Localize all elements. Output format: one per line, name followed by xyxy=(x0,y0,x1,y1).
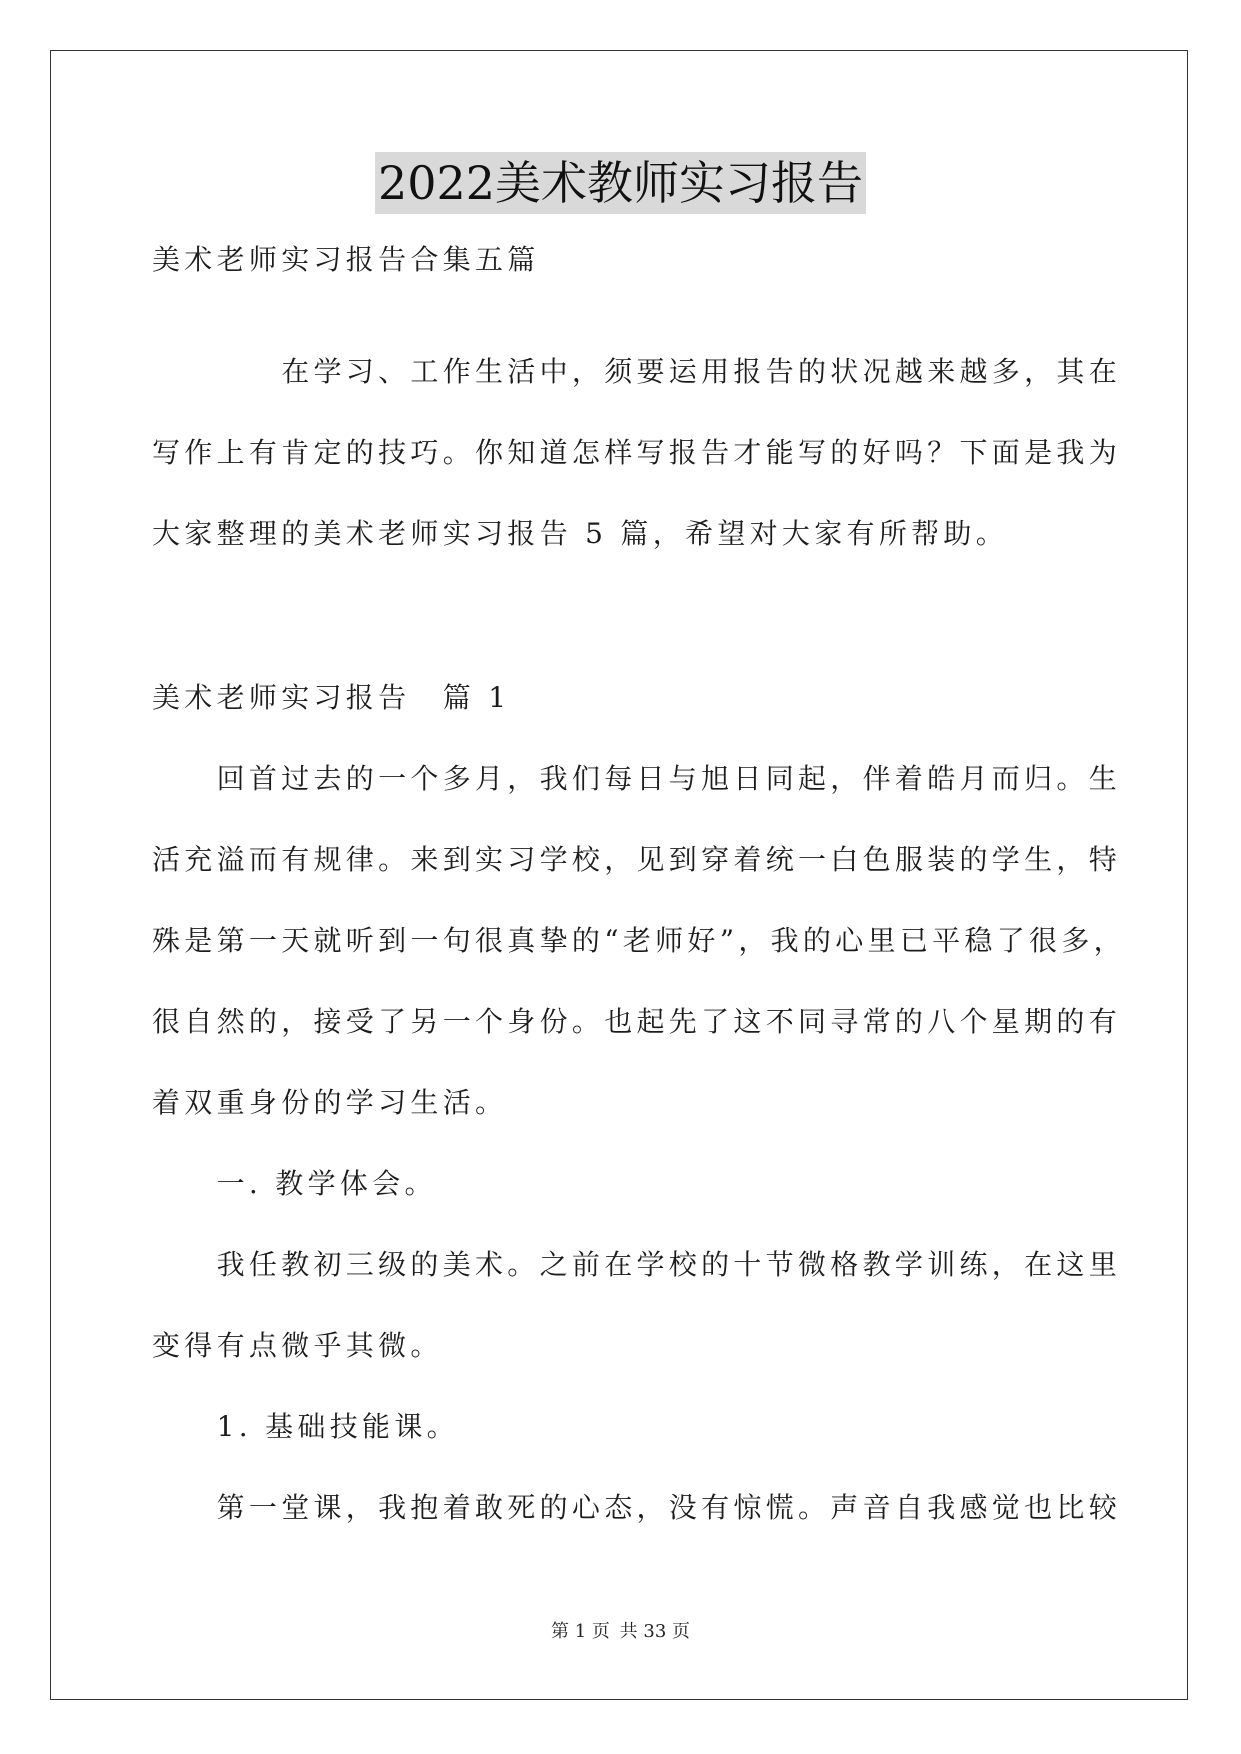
body-line: 很自然的，接受了另一个身份。也起先了这不同寻常的八个星期的有 xyxy=(152,1005,1122,1038)
subheading: 一. 教学体会。 xyxy=(152,1167,437,1200)
body-line: 美术老师实习报告合集五篇 xyxy=(152,243,540,276)
body-line: 我任教初三级的美术。之前在学校的十节微格教学训练，在这里 xyxy=(152,1248,1122,1281)
body-line: 第一堂课，我抱着敢死的心态，没有惊慌。声音自我感觉也比较 xyxy=(152,1491,1122,1524)
body-line: 着双重身份的学习生活。 xyxy=(152,1086,508,1119)
body-line: 在学习、工作生活中，须要运用报告的状况越来越多，其在 xyxy=(152,355,1122,388)
body-line: 殊是第一天就听到一句很真挚的“老师好”，我的心里已平稳了很多， xyxy=(152,924,1126,957)
subheading: 1. 基础技能课。 xyxy=(152,1410,459,1443)
section-heading: 美术老师实习报告 篇 1 xyxy=(152,681,511,714)
page-footer xyxy=(0,1620,1241,1644)
body-line: 大家整理的美术老师实习报告 5 篇，希望对大家有所帮助。 xyxy=(152,517,1009,550)
body-line: 回首过去的一个多月，我们每日与旭日同起，伴着皓月而归。生 xyxy=(152,762,1122,795)
document-title: 2022美术教师实习报告 xyxy=(375,152,866,214)
page-number: 第 1 页 xyxy=(551,1621,610,1642)
body-line: 写作上有肯定的技巧。你知道怎样写报告才能写的好吗？下面是我为 xyxy=(152,436,1122,469)
body-line: 活充溢而有规律。来到实习学校，见到穿着统一白色服装的学生，特 xyxy=(152,843,1122,876)
page-total: 共 33 页 xyxy=(619,1621,690,1642)
body-line: 变得有点微乎其微。 xyxy=(152,1329,443,1362)
title-container xyxy=(0,152,1241,214)
